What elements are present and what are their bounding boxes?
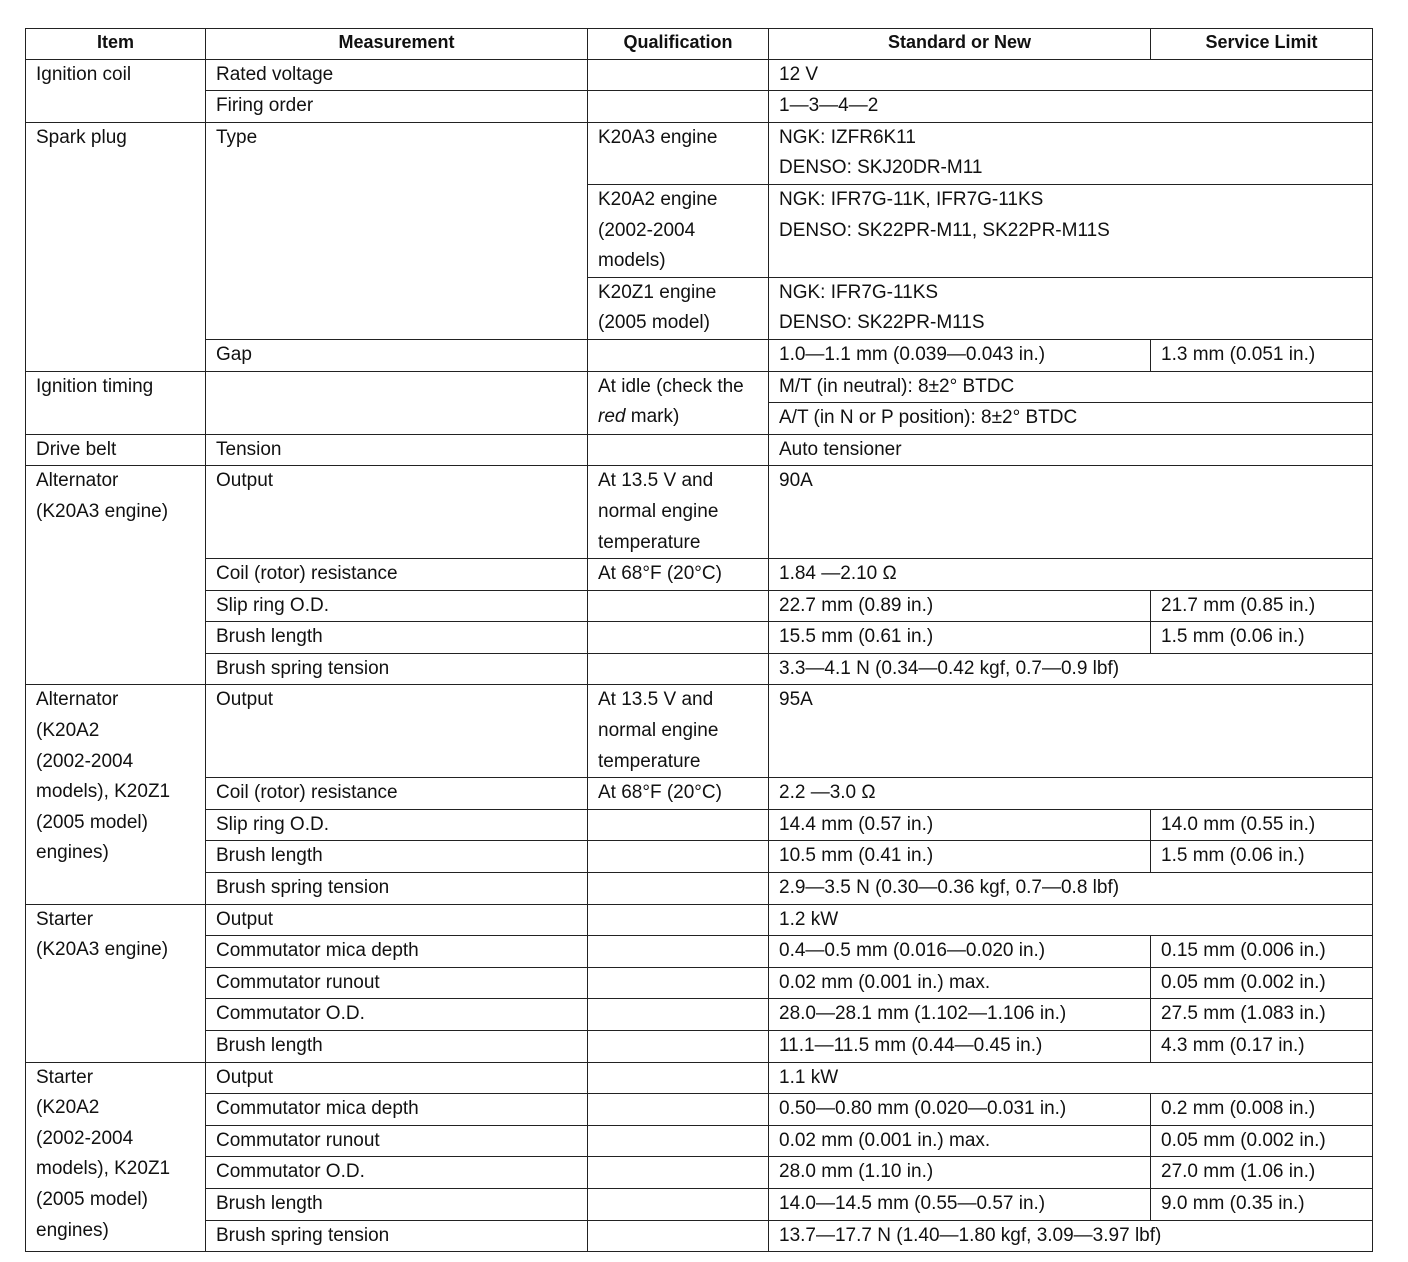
standard-cell	[769, 184, 1373, 277]
qualification-line: models)	[598, 250, 666, 272]
table-row	[26, 1125, 1373, 1157]
measurement-cell: Tension	[206, 434, 588, 466]
qualification-cell	[588, 1125, 769, 1157]
qualification-line: (2005 model)	[598, 312, 710, 334]
qualification-cell	[588, 59, 769, 91]
item-line: Alternator	[36, 689, 119, 711]
qualification-line	[598, 402, 758, 433]
standard-cell: 14.0—14.5 mm (0.55—0.57 in.)	[769, 1188, 1151, 1220]
item-cell: Ignition coil	[26, 59, 206, 122]
item-line: Alternator	[36, 470, 119, 492]
qualification-cell	[588, 184, 769, 277]
measurement-cell: Output	[206, 1062, 588, 1094]
standard-line: DENSO: SK22PR-M11, SK22PR-M11S	[779, 219, 1110, 241]
measurement-cell: Brush length	[206, 622, 588, 654]
item-line: (2002-2004	[36, 750, 134, 772]
header-row	[26, 29, 1373, 60]
table-row	[26, 809, 1373, 841]
qualification-cell	[588, 1220, 769, 1252]
service-limit-cell: 1.5 mm (0.06 in.)	[1151, 841, 1373, 873]
standard-cell: 0.4—0.5 mm (0.016—0.020 in.)	[769, 936, 1151, 968]
item-cell: Ignition timing	[26, 371, 206, 434]
item-line: models), K20Z1	[36, 1158, 171, 1180]
table-row	[26, 122, 1373, 184]
table-row	[26, 841, 1373, 873]
standard-cell: 1.0—1.1 mm (0.039—0.043 in.)	[769, 339, 1151, 371]
measurement-cell: Coil (rotor) resistance	[206, 778, 588, 810]
item-line: (K20A2	[36, 720, 100, 742]
qualification-cell	[588, 999, 769, 1031]
item-line: engines)	[36, 842, 109, 864]
qualification-cell	[588, 434, 769, 466]
table-row	[26, 1031, 1373, 1063]
qualification-cell	[588, 1157, 769, 1189]
measurement-cell: Coil (rotor) resistance	[206, 559, 588, 591]
service-limit-cell: 9.0 mm (0.35 in.)	[1151, 1188, 1373, 1220]
service-limit-cell: 0.15 mm (0.006 in.)	[1151, 936, 1373, 968]
measurement-cell	[206, 371, 588, 434]
table-row	[26, 1062, 1373, 1094]
measurement-cell: Commutator mica depth	[206, 1094, 588, 1126]
measurement-cell: Brush spring tension	[206, 1220, 588, 1252]
qualification-line: normal engine	[598, 500, 719, 522]
service-limit-cell: 21.7 mm (0.85 in.)	[1151, 590, 1373, 622]
item-cell: Spark plug	[26, 122, 206, 371]
item-cell: Drive belt	[26, 434, 206, 466]
qualification-cell	[588, 873, 769, 905]
measurement-cell: Brush spring tension	[206, 653, 588, 685]
standard-cell: M/T (in neutral): 8±2° BTDC	[769, 371, 1373, 403]
standard-cell	[769, 277, 1373, 339]
standard-cell: 1—3—4—2	[769, 91, 1373, 123]
table-row	[26, 685, 1373, 778]
measurement-cell: Type	[206, 122, 588, 339]
qualification-line: At idle (check the	[598, 375, 744, 397]
qualification-line: normal engine	[598, 720, 719, 742]
measurement-cell: Output	[206, 904, 588, 936]
measurement-cell: Slip ring O.D.	[206, 809, 588, 841]
measurement-cell: Commutator mica depth	[206, 936, 588, 968]
qualification-cell	[588, 277, 769, 339]
qualification-line: At 13.5 V and	[598, 689, 714, 711]
measurement-cell: Brush length	[206, 1031, 588, 1063]
qualification-cell	[588, 809, 769, 841]
qualification-cell: K20A3 engine	[588, 122, 769, 184]
service-limit-cell: 0.05 mm (0.002 in.)	[1151, 967, 1373, 999]
service-limit-cell: 4.3 mm (0.17 in.)	[1151, 1031, 1373, 1063]
qualification-cell	[588, 1094, 769, 1126]
qualification-cell	[588, 936, 769, 968]
measurement-cell: Commutator O.D.	[206, 1157, 588, 1189]
qualification-cell	[588, 967, 769, 999]
standard-line: NGK: IFR7G-11KS	[779, 281, 939, 303]
standard-cell: 1.1 kW	[769, 1062, 1373, 1094]
item-cell	[26, 1062, 206, 1252]
service-limit-cell: 14.0 mm (0.55 in.)	[1151, 809, 1373, 841]
standard-cell: 0.02 mm (0.001 in.) max.	[769, 1125, 1151, 1157]
qualification-cell	[588, 622, 769, 654]
table-row	[26, 904, 1373, 936]
qualification-cell: At 68°F (20°C)	[588, 559, 769, 591]
measurement-cell: Output	[206, 466, 588, 559]
standard-cell: 1.2 kW	[769, 904, 1373, 936]
table-row	[26, 590, 1373, 622]
qualification-cell	[588, 904, 769, 936]
table-row	[26, 936, 1373, 968]
item-cell	[26, 685, 206, 904]
item-cell	[26, 904, 206, 1062]
qualification-cell	[588, 1031, 769, 1063]
qualification-line: (2002-2004	[598, 219, 696, 241]
table-row	[26, 967, 1373, 999]
measurement-cell: Rated voltage	[206, 59, 588, 91]
standard-cell: 15.5 mm (0.61 in.)	[769, 622, 1151, 654]
measurement-cell: Output	[206, 685, 588, 778]
standard-cell: 14.4 mm (0.57 in.)	[769, 809, 1151, 841]
standard-line: NGK: IFR7G-11K, IFR7G-11KS	[779, 188, 1044, 210]
mark-text: mark)	[625, 406, 680, 428]
measurement-cell: Brush length	[206, 1188, 588, 1220]
item-line: Starter	[36, 1066, 94, 1088]
item-line: (2005 model)	[36, 811, 148, 833]
qualification-cell	[588, 653, 769, 685]
standard-cell: 13.7—17.7 N (1.40—1.80 kgf, 3.09—3.97 lbf)	[769, 1220, 1373, 1252]
table-row	[26, 466, 1373, 559]
qualification-cell	[588, 685, 769, 778]
table-row	[26, 59, 1373, 91]
standard-cell: 0.02 mm (0.001 in.) max.	[769, 967, 1151, 999]
item-line: models), K20Z1	[36, 781, 171, 803]
standard-cell: 10.5 mm (0.41 in.)	[769, 841, 1151, 873]
measurement-cell: Gap	[206, 339, 588, 371]
red-mark-text: red	[598, 406, 626, 428]
standard-cell: 2.2 —3.0 Ω	[769, 778, 1373, 810]
header-measurement: Measurement	[206, 29, 588, 60]
standard-line: NGK: IZFR6K11	[779, 126, 916, 148]
service-limit-cell: 27.0 mm (1.06 in.)	[1151, 1157, 1373, 1189]
qualification-line: At 13.5 V and	[598, 470, 714, 492]
standard-line: DENSO: SK22PR-M11S	[779, 312, 985, 334]
qualification-line: K20A2 engine	[598, 188, 718, 210]
standard-cell: 90A	[769, 466, 1373, 559]
measurement-cell: Firing order	[206, 91, 588, 123]
table-row	[26, 778, 1373, 810]
measurement-cell: Commutator O.D.	[206, 999, 588, 1031]
qualification-cell	[588, 339, 769, 371]
measurement-cell: Slip ring O.D.	[206, 590, 588, 622]
table-row	[26, 434, 1373, 466]
table-row	[26, 1094, 1373, 1126]
standard-cell: Auto tensioner	[769, 434, 1373, 466]
item-line: engines)	[36, 1219, 109, 1241]
header-service-limit: Service Limit	[1151, 29, 1373, 60]
table-row	[26, 873, 1373, 905]
service-limit-cell: 27.5 mm (1.083 in.)	[1151, 999, 1373, 1031]
qualification-line: temperature	[598, 750, 701, 772]
service-limit-cell: 1.5 mm (0.06 in.)	[1151, 622, 1373, 654]
standard-cell: 1.84 —2.10 Ω	[769, 559, 1373, 591]
header-qualification: Qualification	[588, 29, 769, 60]
table-row	[26, 622, 1373, 654]
item-line: Starter	[36, 908, 94, 930]
qualification-cell	[588, 590, 769, 622]
item-line: (K20A3 engine)	[36, 500, 169, 522]
standard-cell: A/T (in N or P position): 8±2° BTDC	[769, 403, 1373, 435]
table-row	[26, 559, 1373, 591]
standard-line: DENSO: SKJ20DR-M11	[779, 157, 983, 179]
table-row	[26, 1220, 1373, 1252]
table-row	[26, 339, 1373, 371]
qualification-line: temperature	[598, 531, 701, 553]
table-row	[26, 91, 1373, 123]
header-standard: Standard or New	[769, 29, 1151, 60]
item-line: (2005 model)	[36, 1188, 148, 1210]
item-cell	[26, 466, 206, 685]
standard-cell: 28.0 mm (1.10 in.)	[769, 1157, 1151, 1189]
qualification-cell	[588, 371, 769, 434]
service-limit-cell: 0.2 mm (0.008 in.)	[1151, 1094, 1373, 1126]
standard-cell: 28.0—28.1 mm (1.102—1.106 in.)	[769, 999, 1151, 1031]
item-line: (2002-2004	[36, 1127, 134, 1149]
qualification-cell	[588, 841, 769, 873]
measurement-cell: Brush length	[206, 841, 588, 873]
qualification-cell	[588, 91, 769, 123]
table-row	[26, 1157, 1373, 1189]
standard-cell: 3.3—4.1 N (0.34—0.42 kgf, 0.7—0.9 lbf)	[769, 653, 1373, 685]
header-item: Item	[26, 29, 206, 60]
standard-cell: 11.1—11.5 mm (0.44—0.45 in.)	[769, 1031, 1151, 1063]
table-row	[26, 1188, 1373, 1220]
table-row	[26, 999, 1373, 1031]
qualification-cell	[588, 1062, 769, 1094]
standard-cell: 0.50—0.80 mm (0.020—0.031 in.)	[769, 1094, 1151, 1126]
standard-cell: 22.7 mm (0.89 in.)	[769, 590, 1151, 622]
table-row	[26, 653, 1373, 685]
measurement-cell: Commutator runout	[206, 967, 588, 999]
qualification-cell	[588, 466, 769, 559]
service-limit-cell: 1.3 mm (0.051 in.)	[1151, 339, 1373, 371]
standard-cell: 2.9—3.5 N (0.30—0.36 kgf, 0.7—0.8 lbf)	[769, 873, 1373, 905]
standard-cell: 95A	[769, 685, 1373, 778]
qualification-line: K20Z1 engine	[598, 281, 717, 303]
service-limit-cell: 0.05 mm (0.002 in.)	[1151, 1125, 1373, 1157]
item-line: (K20A3 engine)	[36, 939, 169, 961]
specifications-table	[25, 28, 1373, 1252]
standard-cell	[769, 122, 1373, 184]
standard-cell: 12 V	[769, 59, 1373, 91]
measurement-cell: Brush spring tension	[206, 873, 588, 905]
item-line: (K20A2	[36, 1097, 100, 1119]
measurement-cell: Commutator runout	[206, 1125, 588, 1157]
table-row	[26, 371, 1373, 403]
qualification-cell: At 68°F (20°C)	[588, 778, 769, 810]
qualification-cell	[588, 1188, 769, 1220]
